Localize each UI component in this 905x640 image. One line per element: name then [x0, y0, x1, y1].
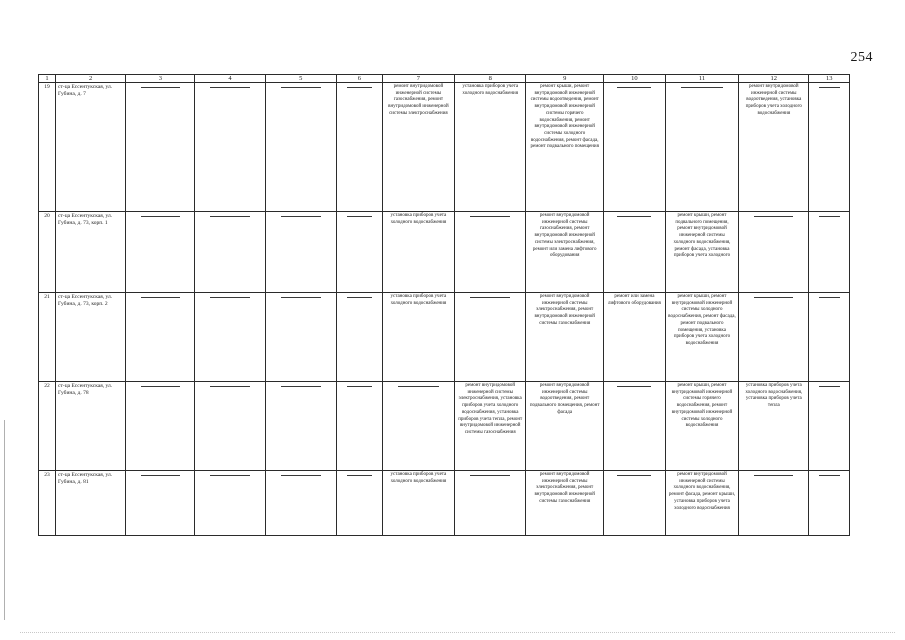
empty-cell [126, 83, 195, 212]
empty-cell [809, 471, 850, 536]
empty-cell [336, 293, 382, 382]
empty-cell [195, 212, 265, 293]
row-number: 21 [39, 293, 56, 382]
row-number: 19 [39, 83, 56, 212]
column-header: 13 [809, 75, 850, 83]
column-header: 7 [382, 75, 454, 83]
column-header: 2 [56, 75, 126, 83]
scan-margin-line [4, 420, 5, 620]
column-header: 8 [455, 75, 526, 83]
work-cell: ремонт крыши, ремонт внутридомовой инженерной системы горячего водоснабжения, ремонт внутридомовой инженерной системы холодного водоснабжения [665, 382, 738, 471]
work-cell: ремонт внутридомовой инженерной системы водоотведения, установка приборов учета холодного водоснабжения [739, 83, 809, 212]
empty-cell [265, 471, 336, 536]
address-cell: ст-ца Ессентукская, ул. Губина, д. 81 [56, 471, 126, 536]
work-cell: ремонт внутридомовой инженерной системы электроснабжения, ремонт внутридомовой инженерной системы газоснабжения [526, 293, 604, 382]
empty-cell [455, 212, 526, 293]
table-row [39, 83, 850, 212]
empty-cell [336, 382, 382, 471]
column-header: 6 [336, 75, 382, 83]
empty-cell [604, 382, 666, 471]
column-header: 3 [126, 75, 195, 83]
address-cell: ст-ца Ессентукская, ул. Губина, д. 78 [56, 382, 126, 471]
row-number: 23 [39, 471, 56, 536]
empty-cell [336, 83, 382, 212]
empty-cell [809, 382, 850, 471]
empty-cell [126, 471, 195, 536]
work-cell: ремонт внутридомовой инженерной системы холодного водоснабжения, ремонт фасада, ремонт крыши, установка приборов учета холодного водоснабжения [665, 471, 738, 536]
column-header: 11 [665, 75, 738, 83]
empty-cell [604, 471, 666, 536]
empty-cell [126, 382, 195, 471]
work-cell: установка приборов учета холодного водоснабжения [382, 471, 454, 536]
empty-cell [739, 212, 809, 293]
table-row [39, 382, 850, 471]
empty-cell [265, 83, 336, 212]
empty-cell [739, 471, 809, 536]
work-cell: ремонт или замена лифтового оборудования [604, 293, 666, 382]
column-header: 10 [604, 75, 666, 83]
empty-cell [604, 212, 666, 293]
table-row [39, 293, 850, 382]
empty-cell [265, 293, 336, 382]
table-row [39, 471, 850, 536]
empty-cell [739, 293, 809, 382]
empty-cell [336, 471, 382, 536]
column-header: 9 [526, 75, 604, 83]
work-cell: ремонт внутридомовой инженерной системы электроснабжения, ремонт внутридомовой инженерной системы газоснабжения [526, 471, 604, 536]
empty-cell [195, 382, 265, 471]
address-cell: ст-ца Ессентукская, ул. Губина, д. 73, корп. 1 [56, 212, 126, 293]
empty-cell [336, 212, 382, 293]
scan-bottom-noise [20, 632, 895, 634]
column-header: 5 [265, 75, 336, 83]
empty-cell [455, 471, 526, 536]
empty-cell [809, 212, 850, 293]
work-cell: установка приборов учета холодного водоснабжения [455, 83, 526, 212]
empty-cell [195, 83, 265, 212]
empty-cell [665, 83, 738, 212]
empty-cell [265, 212, 336, 293]
address-cell: ст-ца Ессентукская, ул. Губина, д. 73, корп. 2 [56, 293, 126, 382]
work-cell: ремонт внутридомовой инженерной системы электроснабжения, установка приборов учета холодного водоснабжения, установка приборов учета тепла, ремонт внутридомовой инженерной системы газоснабжения [455, 382, 526, 471]
work-cell: установка приборов учета холодного водоснабжения [382, 212, 454, 293]
work-cell: установка приборов учета холодного водоснабжения, установка приборов учета тепла [739, 382, 809, 471]
page-number: 254 [850, 50, 873, 65]
column-header: 4 [195, 75, 265, 83]
work-cell: ремонт внутридомовой инженерной системы водоотведения, ремонт подвального помещения, ремонт фасада [526, 382, 604, 471]
table-row [39, 212, 850, 293]
row-number: 20 [39, 212, 56, 293]
column-header: 12 [739, 75, 809, 83]
repair-program-table [38, 74, 850, 536]
work-cell: ремонт внутридомовой инженерной системы газоснабжения, ремонт внутридомовой инженерной системы электроснабжения, ремонт или замена лифтового оборудования [526, 212, 604, 293]
empty-cell [604, 83, 666, 212]
work-cell: ремонт крыши, ремонт внутридомовой инженерной системы водоотведения, ремонт внутридомовой инженерной системы горячего водоснабжения, ремонт внутридомовой инженерной системы холодного водоснабжения, ремонт фасада, ремонт подвального помещения [526, 83, 604, 212]
empty-cell [382, 382, 454, 471]
empty-cell [809, 83, 850, 212]
work-cell: ремонт крыши, ремонт внутридомовой инженерной системы холодного водоснабжения, ремонт фасада, ремонт подвального помещения, установка приборов учета холодного водоснабжения [665, 293, 738, 382]
empty-cell [455, 293, 526, 382]
work-cell: ремонт крыши, ремонт подвального помещения, ремонт внутридомовой инженерной системы холодного водоснабжения, ремонт фасада, установка приборов учета холодного [665, 212, 738, 293]
row-number: 22 [39, 382, 56, 471]
work-cell: установка приборов учета холодного водоснабжения [382, 293, 454, 382]
empty-cell [809, 293, 850, 382]
empty-cell [195, 293, 265, 382]
empty-cell [126, 212, 195, 293]
empty-cell [126, 293, 195, 382]
column-number-row [39, 75, 850, 83]
empty-cell [265, 382, 336, 471]
column-header: 1 [39, 75, 56, 83]
address-cell: ст-ца Ессентукская, ул. Губина, д. 7 [56, 83, 126, 212]
empty-cell [195, 471, 265, 536]
work-cell: ремонт внутридомовой инженерной системы газоснабжения, ремонт внутридомовой инженерной системы электроснабжения [382, 83, 454, 212]
